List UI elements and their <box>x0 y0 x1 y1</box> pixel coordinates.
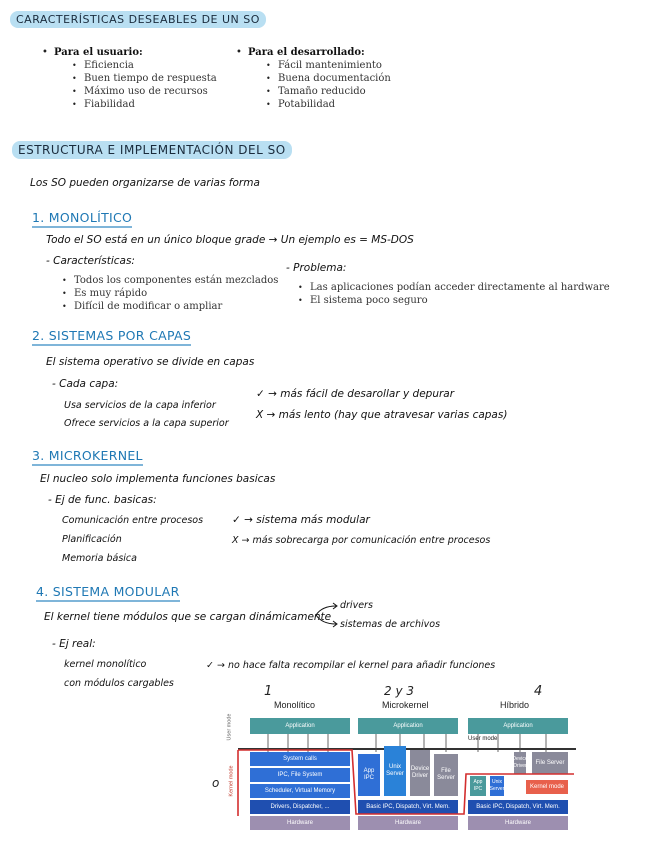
list-item: • Máximo uso de recursos <box>72 85 217 98</box>
list-item: • Fiabilidad <box>72 98 217 111</box>
micro-app-ipc: App IPC <box>358 754 380 796</box>
kernel-boundary <box>228 744 586 824</box>
os-architecture-diagram <box>212 684 586 844</box>
section1-title: CARACTERÍSTICAS DESEABLES DE UN SO <box>10 11 266 28</box>
modular-line: El kernel tiene módulos que se cargan dinámicamente <box>44 611 332 623</box>
monolitico-prob-heading: - Problema: <box>286 262 347 274</box>
hybrid-unix-server: Unix Server <box>490 776 504 796</box>
capas-sub: - Cada capa: <box>52 378 119 390</box>
capas-item-2: Ofrece servicios a la capa superior <box>64 418 229 429</box>
mono-system-calls: System calls <box>250 752 350 766</box>
capas-title: 2. SISTEMAS POR CAPAS <box>32 328 191 346</box>
section2-title: ESTRUCTURA E IMPLEMENTACIÓN DEL SO <box>12 141 292 159</box>
monolitico-title: 1. MONOLÍTICO <box>32 210 132 228</box>
monolitico-char-list <box>62 274 278 313</box>
list-item: • Potabilidad <box>266 98 391 111</box>
modular-branch-1: drivers <box>340 600 373 611</box>
micro-hardware: Hardware <box>358 816 458 830</box>
monolitico-line: Todo el SO está en un único bloque grade → Un ejemplo es = MS-DOS <box>46 234 414 246</box>
mono-ipc: IPC, File System <box>250 768 350 782</box>
monolitico-char-heading: - Características: <box>46 255 135 267</box>
micro-line: El nucleo solo implementa funciones basicas <box>40 473 276 485</box>
hybrid-basic-ipc: Basic IPC, Dispatch, Virt. Mem. <box>468 800 568 814</box>
diagram-num-2: 2 y 3 <box>384 684 414 698</box>
capas-line: El sistema operativo se divide en capas <box>46 356 255 368</box>
hybrid-app-ipc: App IPC <box>470 776 486 796</box>
list-item: • Todos los componentes están mezclados <box>62 274 278 287</box>
user-mode-label: User mode <box>226 713 233 741</box>
diagram-header-hibrido: Híbrido <box>500 700 530 710</box>
hybrid-kernel-mode: Kernel mode <box>526 780 568 794</box>
diagram-num-4: 4 <box>534 684 543 699</box>
o-mark: o <box>212 776 220 790</box>
micro-pro: ✓ → sistema más modular <box>232 514 370 526</box>
section2-intro: Los SO pueden organizarse de varias forma <box>30 177 260 189</box>
user-list <box>42 46 217 111</box>
micro-title: 3. MICROKERNEL <box>32 448 143 466</box>
list-item: • Es muy rápido <box>62 287 278 300</box>
list-item: • Las aplicaciones podían acceder directamente al hardware <box>298 281 610 294</box>
hybrid-file-server: File Server <box>532 752 568 774</box>
mono-scheduler: Scheduler, Virtual Memory <box>250 784 350 798</box>
list-item: • Eficiencia <box>72 59 217 72</box>
dev-heading: Para el desarrollado: <box>248 47 365 58</box>
user-heading: Para el usuario: <box>54 47 143 58</box>
diagram-header-microkernel: Microkernel <box>382 700 429 710</box>
micro-device-driver: Device Driver <box>410 750 430 796</box>
modular-item-1: kernel monolítico <box>64 659 147 670</box>
kernel-mode-label: Kernel mode <box>228 765 235 797</box>
micro-item-2: Planificación <box>62 534 122 545</box>
capas-pro: ✓ → más fácil de desarollar y depurar <box>256 388 455 400</box>
micro-item-1: Comunicación entre procesos <box>62 515 204 526</box>
app-box-mono: Application <box>250 718 350 734</box>
modular-sub: - Ej real: <box>52 638 96 650</box>
branch-arrows <box>314 600 342 630</box>
app-box-hybrid: Application <box>468 718 568 734</box>
list-item: • Fácil mantenimiento <box>266 59 391 72</box>
monolitico-prob-list <box>298 281 610 307</box>
micro-item-3: Memoria básica <box>62 553 137 564</box>
list-item: • Difícil de modificar o ampliar <box>62 300 278 313</box>
diagram-num-1: 1 <box>264 684 273 699</box>
dev-list <box>236 46 391 111</box>
modular-title: 4. SISTEMA MODULAR <box>36 584 180 602</box>
diagram-header-monolitico: Monolítico <box>274 700 316 710</box>
list-item: • Tamaño reducido <box>266 85 391 98</box>
list-item: • Buen tiempo de respuesta <box>72 72 217 85</box>
app-box-micro: Application <box>358 718 458 734</box>
modular-item-2: con módulos cargables <box>64 678 174 689</box>
modular-pro: ✓ → no hace falta recompilar el kernel para añadir funciones <box>206 660 496 671</box>
hybrid-user-mode: User mode <box>468 736 498 742</box>
micro-con: X → más sobrecarga por comunicación entre procesos <box>232 535 491 546</box>
list-item: • El sistema poco seguro <box>298 294 610 307</box>
capas-item-1: Usa servicios de la capa inferior <box>64 400 216 411</box>
micro-sub: - Ej de func. basicas: <box>48 494 157 506</box>
hybrid-device-driver: Device Driver <box>514 752 526 774</box>
micro-unix-server: Unix Server <box>384 746 406 796</box>
micro-basic-ipc: Basic IPC, Dispatch, Virt. Mem. <box>358 800 458 814</box>
list-item: • Buena documentación <box>266 72 391 85</box>
hybrid-hardware: Hardware <box>468 816 568 830</box>
capas-con: X → más lento (hay que atravesar varias capas) <box>256 409 508 421</box>
micro-file-server: File Server <box>434 754 458 796</box>
mono-hardware: Hardware <box>250 816 350 830</box>
modular-branch-2: sistemas de archivos <box>340 619 441 630</box>
mono-drivers: Drivers, Dispatcher, ... <box>250 800 350 814</box>
